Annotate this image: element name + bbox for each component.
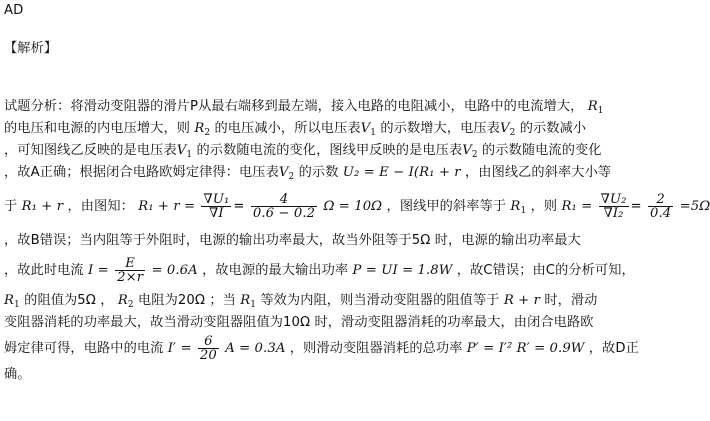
answer-line: AD <box>4 3 24 18</box>
symbol-R1: $R_1$ <box>510 199 527 216</box>
fraction-dU2-dI2: $\frac{\text{∇U₂}}{\text{∇I₂}}$ <box>600 191 627 221</box>
symbol-V2: $V_2$ <box>278 165 295 182</box>
text-line-2: 的电压和电源的内电压增大，则 $R_2$ 的电压减小，所以电压表$V_1$ 的示数增大，电压表$V_2$ 的示数减小 <box>4 121 587 138</box>
text-line-11: 确。 <box>4 367 31 382</box>
text-line-5: 于 R₁ + r ，由图知： R₁ + r = $\frac{\text{∇U₁}}{\nabla I}$ = $\frac{4}{0.6 - 0.2}$ Ω = 10Ω ，图线甲的斜率等于 $R_1$ ，则 R₁ = $\frac{\text{∇U₂}}{\text{∇I₂}}$ = $\frac{2}{0.4}$ =5Ω <box>4 191 710 221</box>
symbol-V1: $V_1$ <box>176 143 193 160</box>
fraction-dU1-dI: $\frac{\text{∇U₁}}{\nabla I}$ <box>203 191 230 221</box>
symbol-V2: $V_2$ <box>462 143 478 160</box>
text-line-9: 变阻器消耗的功率最大，故当滑动变阻器阻值为10Ω 时，滑动变阻器消耗的功率最大，由闭合电路欧 <box>4 315 594 330</box>
fraction-2-over-04: $\frac{2}{0.4}$ <box>649 191 672 221</box>
text-line-10: 姆定律可得，电路中的电流 I′ = $\frac{6}{20}$ A = 0.3A ，则滑动变阻器消耗的总功率 P′ = I′² R′ = 0.9W ，故D正 <box>4 333 639 363</box>
formula-R1-plus-r: R₁ + r <box>21 199 64 214</box>
text-line-4: ，故A正确；根据闭合电路欧姆定律得：电压表$V_2$ 的示数 U₂ = E − I(R₁ + r ，由图线乙的斜率大小等 <box>4 165 612 182</box>
text-line-8: $R_1$ 的阻值为5Ω ， $R_2$ 电阻为20Ω ；当 $R_1$ 等效为内阻，则当滑动变阻器的阻值等于 R + r 时，滑动 <box>4 293 598 310</box>
formula-U2: U₂ = E − I(R₁ + r <box>342 165 461 180</box>
symbol-R1: $R_1$ <box>4 293 20 310</box>
formula-R-plus-r: R + r <box>503 293 541 308</box>
fraction-4-over: $\frac{4}{0.6 - 0.2}$ <box>252 191 316 221</box>
fraction-6-over-20: $\frac{6}{20}$ <box>199 333 217 363</box>
symbol-R2: $R_2$ <box>117 293 134 310</box>
formula-power: P = UI = 1.8W <box>352 263 453 278</box>
text-line-7: ，故此时电流 I = $\frac{E}{2\times r}$ = 0.6A ，故电源的最大输出功率 P = UI = 1.8W ，故C错误；由C的分析可知， <box>4 255 635 285</box>
formula-total-power: P′ = I′² R′ = 0.9W <box>466 341 585 356</box>
symbol-V2: $V_2$ <box>500 121 516 138</box>
text-line-3: ，可知图线乙反映的是电压表$V_1$ 的示数随电流的变化，图线甲反映的是电压表$V_2$ 的示数随电流的变化 <box>4 143 602 160</box>
symbol-R1: $R_1$ <box>240 293 257 310</box>
symbol-V1: $V_1$ <box>360 121 377 138</box>
symbol-R1: $R_1$ <box>587 99 604 116</box>
symbol-R2: $R_2$ <box>194 121 211 138</box>
text-line-6: ，故B错误；当内阻等于外阻时，电源的输出功率最大，故当外阻等于5Ω 时，电源的输出功率最大 <box>4 233 581 248</box>
formula-slope-lhs: R₁ + r = <box>138 199 196 214</box>
text-line-1: 试题分析：将滑动变阻器的滑片P从最右端移到最左端，接入电路的电阻减小，电路中的电流增大， $R_1$ <box>4 99 604 116</box>
analysis-heading: 【解析】 <box>4 41 58 56</box>
fraction-E-over-2r: $\frac{E}{2\times r}$ <box>117 255 144 285</box>
